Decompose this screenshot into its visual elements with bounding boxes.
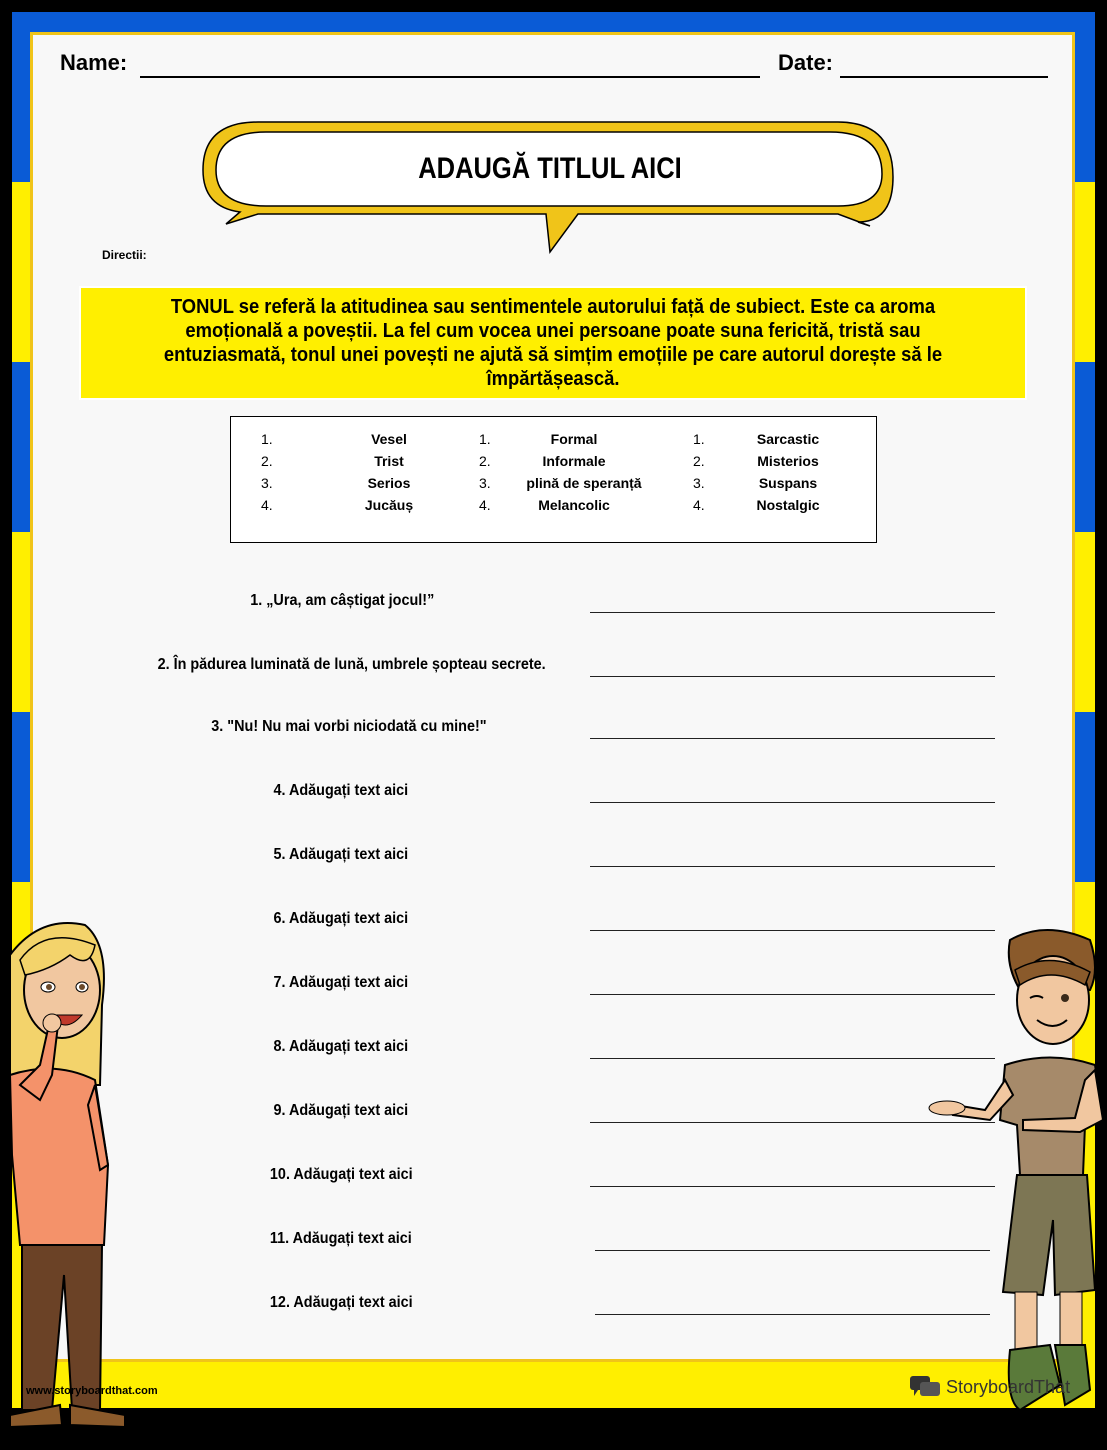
question-text: 1. „Ura, am câștigat jocul!”	[250, 592, 435, 609]
item-number: 3.	[261, 475, 273, 491]
question-row	[0, 592, 1107, 622]
item-number: 4.	[479, 497, 491, 513]
question-text: 3. "Nu! Nu mai vorbi niciodată cu mine!"	[211, 718, 487, 735]
item-number: 2.	[479, 453, 491, 469]
item-number: 4.	[693, 497, 705, 513]
word-bank	[230, 416, 877, 543]
word-bank-item	[479, 453, 679, 475]
item-number: 2.	[261, 453, 273, 469]
answer-line[interactable]	[590, 802, 995, 803]
question-text: 8. Adăugați text aici	[273, 1038, 409, 1055]
question-text: 10. Adăugați text aici	[269, 1166, 413, 1183]
date-field[interactable]	[840, 76, 1048, 78]
question-text: 2. În pădurea luminată de lună, umbrele șopteau secrete.	[157, 656, 546, 673]
word-bank-item	[693, 453, 873, 475]
storyboardthat-logo	[908, 1374, 1070, 1400]
item-number: 3.	[479, 475, 491, 491]
answer-line[interactable]	[590, 866, 995, 867]
word-bank-item	[261, 431, 461, 453]
question-text: 4. Adăugați text aici	[273, 782, 409, 799]
girl-character-illustration	[0, 915, 140, 1435]
name-label: Name:	[60, 50, 128, 75]
question-row	[0, 846, 1107, 876]
tone-word: Informale	[542, 453, 606, 469]
item-number: 1.	[479, 431, 491, 447]
tone-word: Nostalgic	[756, 497, 820, 513]
question-row	[0, 782, 1107, 812]
word-bank-item	[261, 497, 461, 519]
word-bank-item	[693, 431, 873, 453]
tone-word: plină de speranță	[526, 475, 642, 491]
question-row	[0, 718, 1107, 748]
question-text: 7. Adăugați text aici	[273, 974, 409, 991]
word-bank-item	[479, 431, 679, 453]
boy-character-illustration	[925, 920, 1105, 1430]
word-bank-item	[479, 497, 679, 519]
question-text: 9. Adăugați text aici	[273, 1102, 409, 1119]
word-bank-item	[693, 475, 873, 497]
speech-bubbles-icon	[908, 1374, 942, 1400]
date-label: Date:	[778, 50, 834, 75]
tone-word: Misterios	[757, 453, 819, 469]
word-bank-item	[261, 475, 461, 497]
tone-word: Vesel	[371, 431, 407, 447]
question-row	[0, 656, 1107, 686]
tone-word: Melancolic	[538, 497, 610, 513]
question-text: 11. Adăugați text aici	[269, 1230, 412, 1247]
item-number: 2.	[693, 453, 705, 469]
definition-box	[79, 286, 1027, 400]
tone-word: Formal	[550, 431, 598, 447]
word-bank-item	[261, 453, 461, 475]
tone-word: Suspans	[758, 475, 818, 491]
footer-url[interactable]: www.storyboardthat.com	[26, 1385, 158, 1397]
logo-text: StoryboardThat	[946, 1376, 1071, 1397]
question-text: 5. Adăugați text aici	[273, 846, 409, 863]
word-bank-item	[479, 475, 679, 497]
item-number: 1.	[693, 431, 705, 447]
answer-line[interactable]	[590, 738, 995, 739]
directions-label: Directii:	[102, 248, 147, 262]
item-number: 3.	[693, 475, 705, 491]
question-text: 6. Adăugați text aici	[273, 910, 409, 927]
item-number: 4.	[261, 497, 273, 513]
word-bank-item	[693, 497, 873, 519]
answer-line[interactable]	[590, 676, 995, 677]
word-bank-column	[693, 431, 873, 519]
question-text: 12. Adăugați text aici	[269, 1294, 413, 1311]
definition-text: TONUL se referă la atitudinea sau sentimentele autorului față de subiect. Este ca aroma emoțională a poveștii. La fel cum vocea unei persoane poate suna fericită, tristă sau entuziasmată, tonul unei povești ne ajută să simțim emoțiile pe care autorul dorește să le împărtășească.	[163, 296, 943, 390]
word-bank-column	[261, 431, 461, 519]
answer-line[interactable]	[590, 612, 995, 613]
word-bank-column	[479, 431, 679, 519]
item-number: 1.	[261, 431, 273, 447]
worksheet-title[interactable]: ADAUGĂ TITLUL AICI	[418, 152, 682, 185]
tone-word: Serios	[367, 475, 411, 491]
tone-word: Jucăuș	[364, 497, 414, 513]
tone-word: Sarcastic	[756, 431, 820, 447]
name-field[interactable]	[140, 76, 760, 78]
tone-word: Trist	[374, 453, 404, 469]
